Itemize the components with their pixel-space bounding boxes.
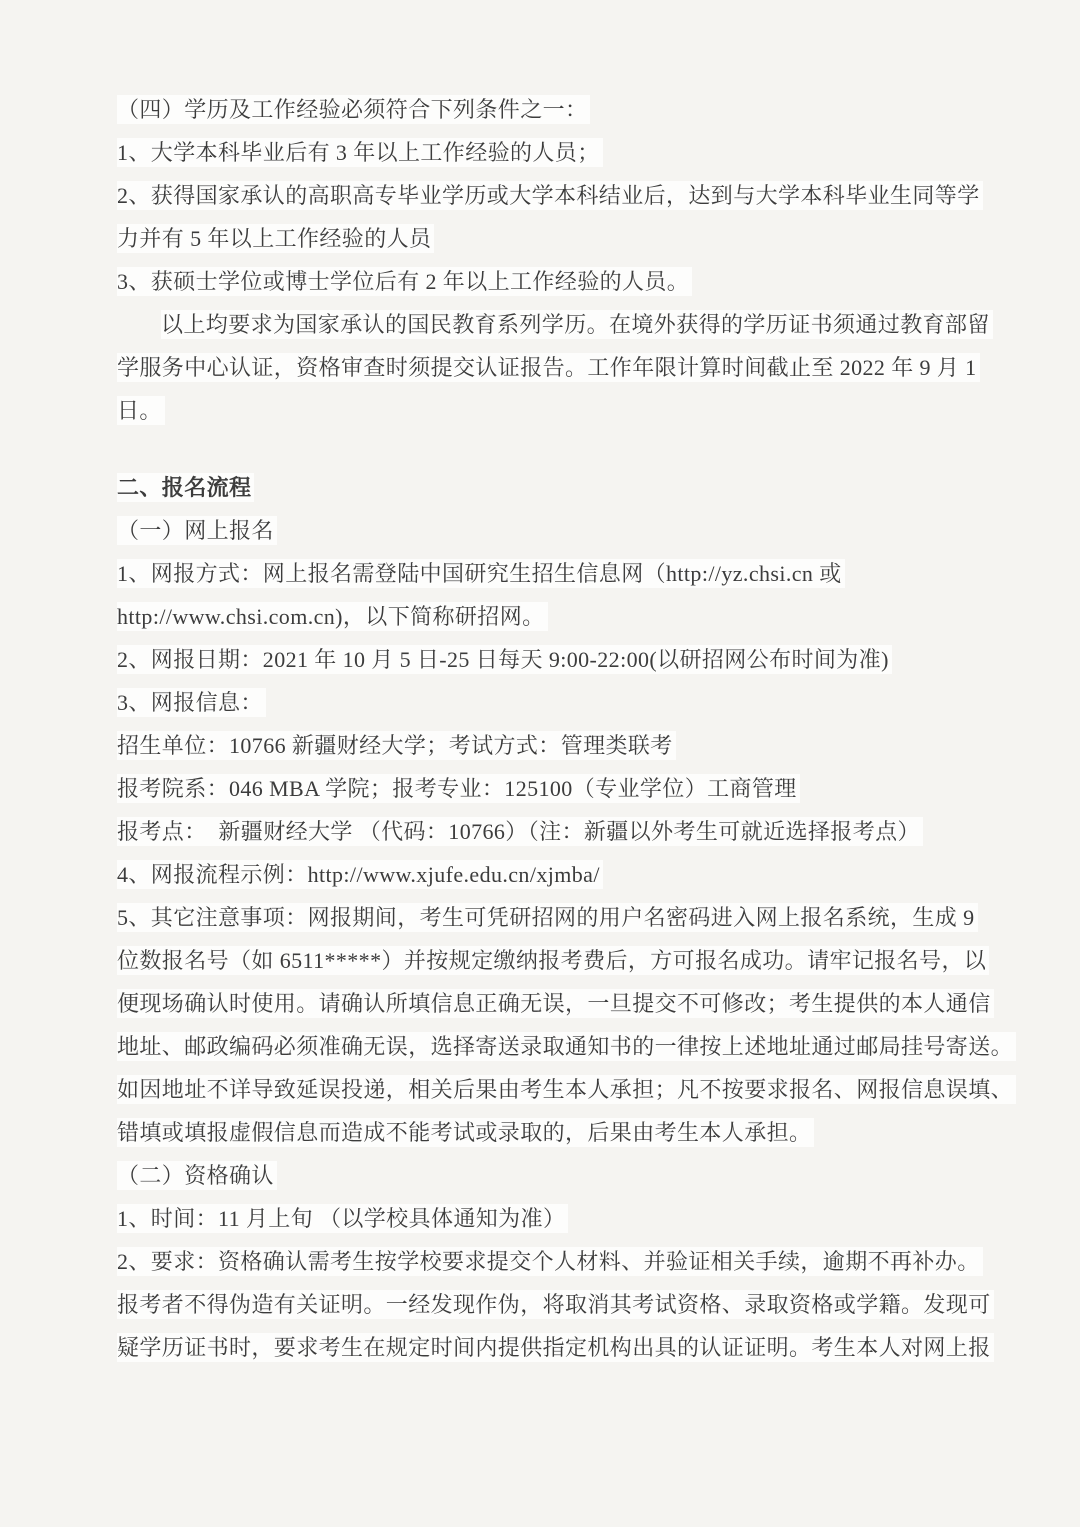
- line-info-admissions-unit: [117, 724, 975, 767]
- line-text: 如因地址不详导致延误投递，相关后果由考生本人承担；凡不按要求报名、网报信息误填、: [117, 1075, 1016, 1104]
- line-other-notes-c: [117, 982, 991, 1025]
- line-registration-method-b: [117, 595, 975, 638]
- line-text: 位数报名号（如 6511*****）并按规定缴纳报考费后，方可报名成功。请牢记报名号，以: [117, 946, 989, 975]
- line-recognition-note-a: [117, 303, 990, 346]
- line-info-exam-site: [117, 810, 975, 853]
- line-registration-method-a: [117, 552, 975, 595]
- line-text: （四）学历及工作经验必须符合下列条件之一：: [117, 95, 590, 124]
- line-condition-1: [117, 131, 975, 174]
- line-other-notes-e: [117, 1068, 1014, 1111]
- line-text: （一）网上报名: [117, 516, 277, 545]
- line-other-notes-d: [117, 1025, 1014, 1068]
- line-text: 1、大学本科毕业后有 3 年以上工作经验的人员；: [117, 138, 603, 167]
- line-text: 4、网报流程示例：http://www.xjufe.edu.cn/xjmba/: [117, 860, 603, 889]
- line-text: 1、网报方式：网上报名需登陆中国研究生招生信息网（http://yz.chsi.cn 或: [117, 559, 845, 588]
- line-text: 5、其它注意事项：网报期间，考生可凭研招网的用户名密码进入网上报名系统，生成 9: [117, 903, 978, 932]
- heading-text: 二、报名流程: [117, 473, 254, 502]
- line-text: 便现场确认时使用。请确认所填信息正确无误，一旦提交不可修改；考生提供的本人通信: [117, 989, 994, 1018]
- line-recognition-note-c: [117, 389, 975, 432]
- line-text: （二）资格确认: [117, 1161, 277, 1190]
- line-registration-date: [117, 638, 975, 681]
- line-text: 3、获硕士学位或博士学位后有 2 年以上工作经验的人员。: [117, 267, 692, 296]
- line-condition-2a: [117, 174, 980, 217]
- line-qualification-requirement-c: [117, 1326, 991, 1369]
- line-text: 2、网报日期：2021 年 10 月 5 日-25 日每天 9:00-22:00(以研招网公布时间为准): [117, 645, 892, 674]
- paragraph-spacer: [117, 432, 975, 466]
- line-eligibility-condition-heading: [117, 88, 975, 131]
- line-other-notes-b: [117, 939, 987, 982]
- line-text: 2、获得国家承认的高职高专毕业学历或大学本科结业后，达到与大学本科毕业生同等学: [117, 181, 983, 210]
- line-flow-example-url: [117, 853, 975, 896]
- line-text: 地址、邮政编码必须准确无误，选择寄送录取通知书的一律按上述地址通过邮局挂号寄送。: [117, 1032, 1016, 1061]
- line-subsection-qualification-confirmation: [117, 1154, 975, 1197]
- line-text: 以上均要求为国家承认的国民教育系列学历。在境外获得的学历证书须通过教育部留: [161, 310, 993, 339]
- line-text: http://www.chsi.com.cn)，以下简称研招网。: [117, 602, 548, 631]
- line-text: 学服务中心认证，资格审查时须提交认证报告。工作年限计算时间截止至 2022 年 9 月 1: [117, 353, 980, 382]
- line-text: 疑学历证书时，要求考生在规定时间内提供指定机构出具的认证证明。考生本人对网上报: [117, 1333, 994, 1362]
- line-text: 报考点： 新疆财经大学 （代码：10766）（注：新疆以外考生可就近选择报考点）: [117, 817, 923, 846]
- line-info-department-major: [117, 767, 975, 810]
- heading-registration-process: [117, 466, 975, 509]
- line-text: 3、网报信息：: [117, 688, 266, 717]
- line-qualification-requirement-a: [117, 1240, 980, 1283]
- line-other-notes-a: [117, 896, 975, 939]
- line-condition-2b: [117, 217, 975, 260]
- line-text: 2、要求：资格确认需考生按学校要求提交个人材料、并验证相关手续，逾期不再补办。: [117, 1247, 983, 1276]
- line-text: 报考者不得伪造有关证明。一经发现作伪，将取消其考试资格、录取资格或学籍。发现可: [117, 1290, 994, 1319]
- document-text-block: [117, 88, 1014, 1369]
- line-text: 招生单位：10766 新疆财经大学；考试方式：管理类联考: [117, 731, 676, 760]
- line-condition-3: [117, 260, 975, 303]
- line-registration-info-heading: [117, 681, 975, 724]
- line-other-notes-f: [117, 1111, 975, 1154]
- line-text: 日。: [117, 396, 165, 425]
- line-qualification-time: [117, 1197, 975, 1240]
- line-text: 1、时间：11 月上旬 （以学校具体通知为准）: [117, 1204, 568, 1233]
- line-recognition-note-b: [117, 346, 975, 389]
- line-text: 错填或填报虚假信息而造成不能考试或录取的，后果由考生本人承担。: [117, 1118, 814, 1147]
- line-text: 力并有 5 年以上工作经验的人员: [117, 224, 434, 253]
- line-qualification-requirement-b: [117, 1283, 991, 1326]
- line-text: 报考院系：046 MBA 学院；报考专业：125100（专业学位）工商管理: [117, 774, 800, 803]
- line-subsection-online-registration: [117, 509, 975, 552]
